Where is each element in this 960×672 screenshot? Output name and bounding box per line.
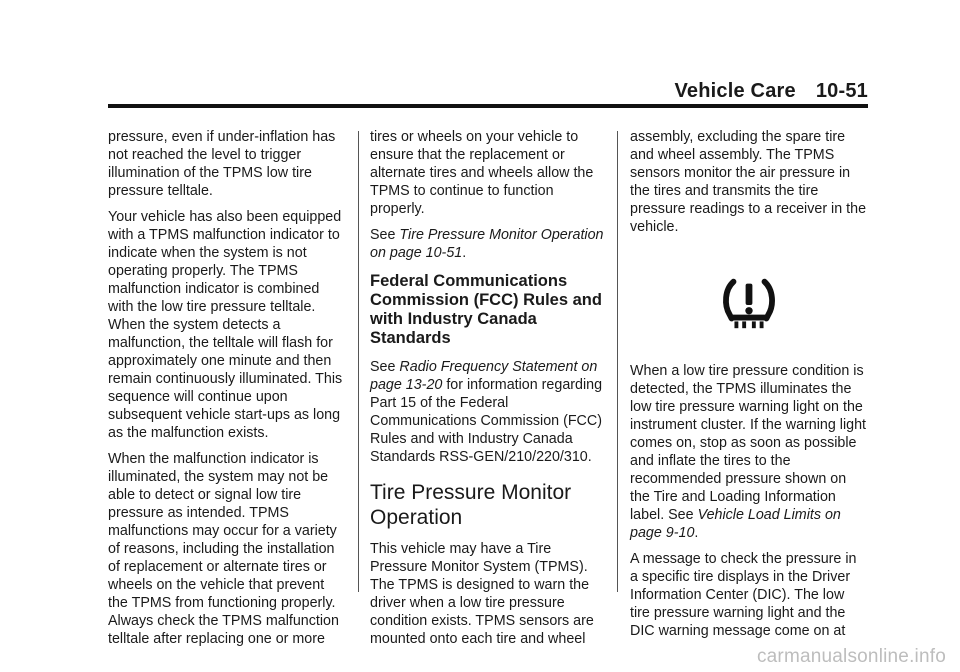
paragraph: This vehicle may have a Tire Pressure Monitor System (TPMS). The TPMS is designed to warn the driver when a low tire pressure condition exists. TPMS sensors are mounted onto each tire and wheel bbox=[370, 541, 594, 647]
column-3 bbox=[630, 128, 868, 648]
paragraph: When the malfunction indicator is illuminated, the system may not be able to detect or signal low tire pressure as intended. TPMS malfunctions may occur for a variety of reasons, including the installation of replacement or alternate tires or wheels on the vehicle that prevent the TPMS from functioning properly. Always check the TPMS malfunction telltale after replacing one or more bbox=[108, 451, 339, 647]
paragraph: Your vehicle has also been equipped with a TPMS malfunction indicator to indicate when the system is not operating properly. The TPMS malfunction indicator is combined with the low tire pressure telltale. When the system detects a malfunction, the telltale will flash for approximately one minute and then remain continuously illuminated. This sequence will continue upon subsequent vehicle start-ups as long as the malfunction exists. bbox=[108, 209, 343, 441]
section-heading-tpms-operation: Tire Pressure Monitor Operation bbox=[370, 481, 572, 529]
cross-reference-link[interactable]: Tire Pressure Monitor Operation on page 10-51 bbox=[370, 227, 604, 261]
section-title: Vehicle Care bbox=[674, 80, 796, 102]
column-divider bbox=[358, 131, 359, 592]
page-header bbox=[674, 80, 868, 103]
section-heading-fcc: Federal Communications Commission (FCC) Rules and with Industry Canada Standards bbox=[370, 272, 602, 347]
column-1 bbox=[108, 128, 346, 656]
cross-reference-link[interactable]: Vehicle Load Limits on page 9-10 bbox=[630, 507, 841, 541]
see-reference-paragraph: See Tire Pressure Monitor Operation on page 10-51. bbox=[370, 227, 604, 261]
paragraph: tires or wheels on your vehicle to ensure that the replacement or alternate tires and wheels allow the TPMS to continue to function properly. bbox=[370, 129, 594, 217]
see-reference-paragraph: See Radio Frequency Statement on page 13-20 for information regarding Part 15 of the Federal Communications Commission (FCC) Rules and with Industry Canada Standards RSS-GEN/210/220/310. bbox=[370, 359, 603, 465]
cross-reference-link[interactable]: Radio Frequency Statement on page 13-20 bbox=[370, 359, 598, 393]
header-rule bbox=[108, 104, 868, 108]
paragraph: When a low tire pressure condition is detected, the TPMS illuminates the low tire pressure warning light on the instrument cluster. If the warning light comes on, stop as soon as possible and inflate the tires to the recommended pressure shown on the Tire and Loading Information label. See Vehicle Load Limits on page 9-10. bbox=[630, 363, 867, 541]
paragraph: A message to check the pressure in a specific tire displays in the Driver Information Center (DIC). The low tire pressure warning light and the DIC warning message come on at bbox=[630, 551, 857, 639]
paragraph: pressure, even if under-inflation has not reached the level to trigger illumination of the TPMS low tire pressure telltale. bbox=[108, 129, 336, 199]
page-number: 10-51 bbox=[815, 80, 868, 102]
column-2 bbox=[370, 128, 608, 656]
paragraph: assembly, excluding the spare tire and wheel assembly. The TPMS sensors monitor the air pressure in the tires and transmits the tire pressure readings to a receiver in the vehicle. bbox=[630, 129, 867, 235]
watermark: carmanualsonline.info bbox=[756, 646, 946, 667]
column-divider bbox=[617, 131, 618, 592]
tpms-warning-icon bbox=[630, 244, 868, 362]
